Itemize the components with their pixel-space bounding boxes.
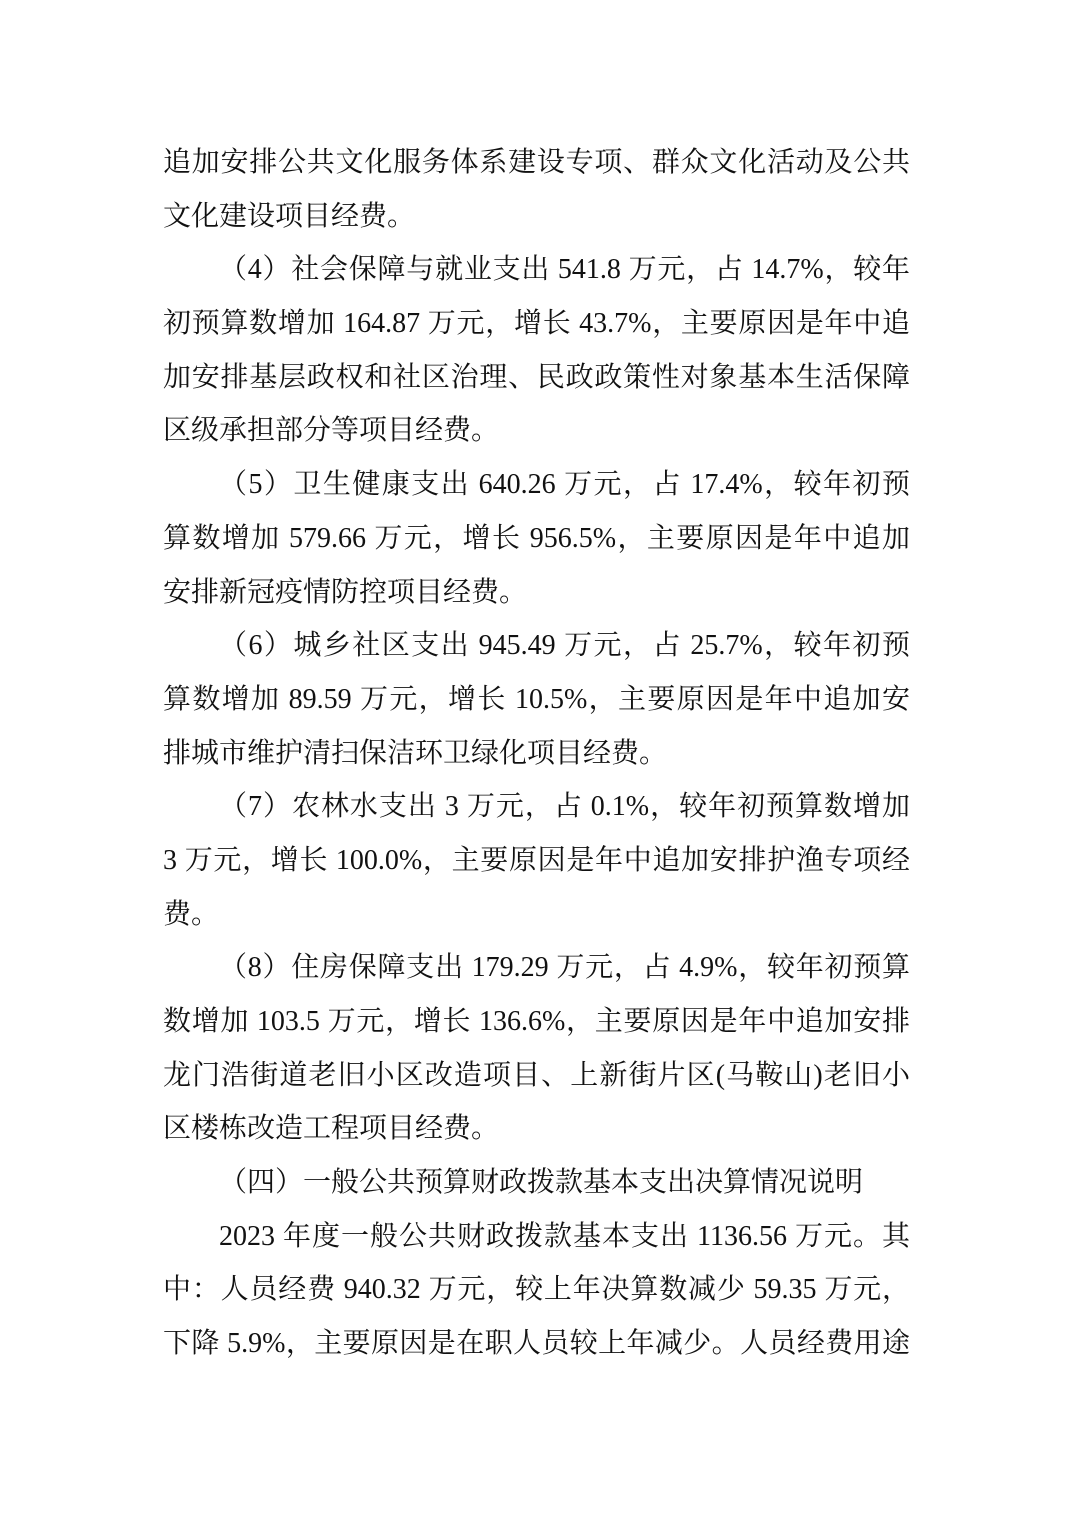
text-line: 数增加 103.5 万元，增长 136.6%，主要原因是年中追加安排: [163, 1006, 910, 1037]
document-body: [163, 136, 910, 1371]
text-line: 龙门浩街道老旧小区改造项目、上新街片区(马鞍山)老旧小: [163, 1059, 910, 1091]
text-line: 区级承担部分等项目经费。: [163, 415, 500, 447]
text-line: 算数增加 89.59 万元，增长 10.5%，主要原因是年中追加安: [163, 683, 910, 715]
text-line: （8）住房保障支出 179.29 万元，占 4.9%，较年初预算: [219, 952, 910, 984]
text-line: 文化建设项目经费。: [163, 200, 416, 232]
text-line: （5）卫生健康支出 640.26 万元，占 17.4%，较年初预: [219, 469, 910, 501]
section-heading: （四）一般公共预算财政拨款基本支出决算情况说明: [219, 1167, 864, 1199]
text-line: 区楼栋改造工程项目经费。: [163, 1113, 500, 1145]
text-line: 排城市维护清扫保洁环卫绿化项目经费。: [163, 737, 668, 769]
body-paragraph: [163, 458, 910, 619]
text-line: 2023 年度一般公共财政拨款基本支出 1136.56 万元。其: [219, 1220, 910, 1252]
body-paragraph: [163, 243, 910, 458]
text-line: 下降 5.9%，主要原因是在职人员较上年减少。人员经费用途: [163, 1328, 910, 1360]
text-line: 3 万元，增长 100.0%，主要原因是年中追加安排护渔专项经: [163, 844, 910, 876]
text-line: 初预算数增加 164.87 万元，增长 43.7%，主要原因是年中追: [163, 308, 910, 340]
text-line: 追加安排公共文化服务体系建设专项、群众文化活动及公共: [163, 147, 910, 178]
body-paragraph: [163, 619, 910, 780]
body-paragraph: [163, 780, 910, 941]
section-heading-block: [163, 1156, 910, 1210]
text-line: 算数增加 579.66 万元，增长 956.5%，主要原因是年中追加: [163, 522, 910, 554]
text-line: 中：人员经费 940.32 万元，较上年决算数减少 59.35 万元，: [163, 1274, 910, 1306]
text-line: 安排新冠疫情防控项目经费。: [163, 576, 528, 608]
body-paragraph: [163, 941, 910, 1156]
text-line: （6）城乡社区支出 945.49 万元，占 25.7%，较年初预: [219, 630, 910, 662]
text-line: 费。: [163, 898, 220, 930]
body-paragraph: [163, 136, 910, 243]
body-paragraph: [163, 1210, 910, 1371]
text-line: （4）社会保障与就业支出 541.8 万元，占 14.7%，较年: [219, 254, 910, 286]
text-line: （7）农林水支出 3 万元，占 0.1%，较年初预算数增加: [219, 791, 910, 823]
text-line: 加安排基层政权和社区治理、民政政策性对象基本生活保障: [163, 361, 910, 393]
